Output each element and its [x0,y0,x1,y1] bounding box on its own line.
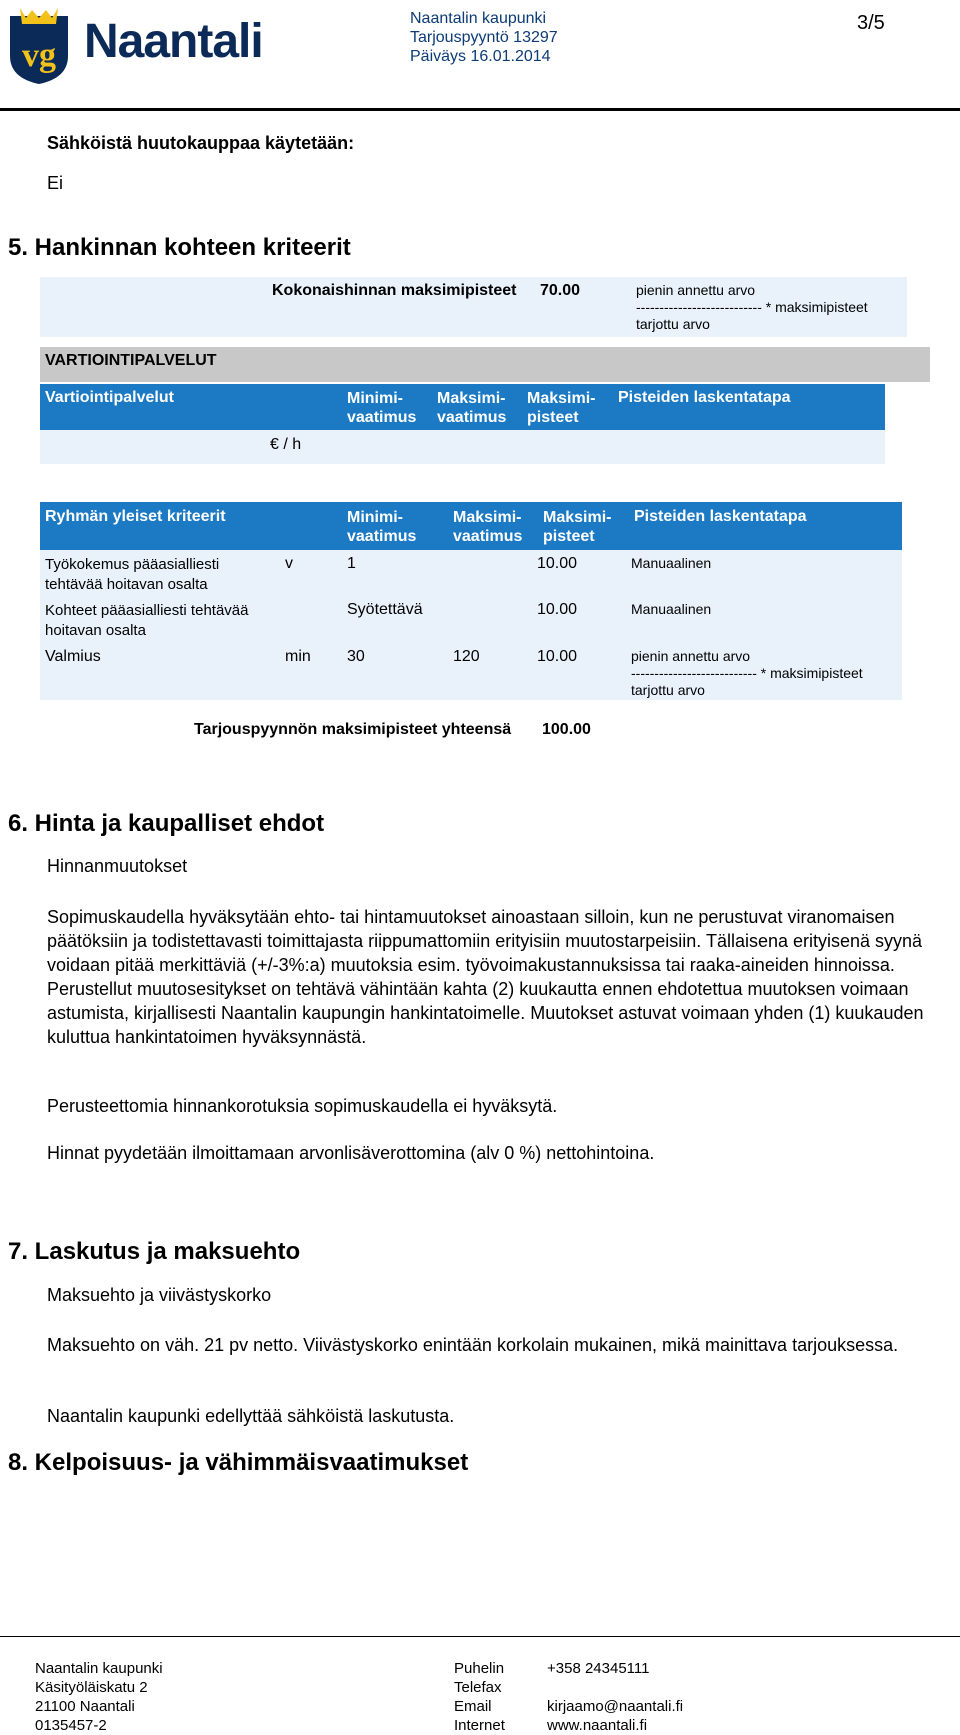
logo-wordmark: Naantali [84,15,263,68]
group-name: VARTIOINTIPALVELUT [45,352,217,369]
service-header-points: Maksimi- pisteet [527,390,596,426]
footer-web-label: Internet [454,1717,505,1734]
criteria-header-points: Maksimi- pisteet [543,509,612,545]
criteria-row-2-points: 10.00 [537,601,578,618]
criteria-row-3-points: 10.00 [537,648,578,665]
price-points-value: 70.00 [540,282,581,299]
section-7-paragraph-2: Naantalin kaupunki edellyttää sähköistä laskutusta. [47,1406,455,1426]
auction-value: Ei [47,173,64,193]
footer-business-id: 0135457-2 [35,1717,107,1734]
footer-street: Käsityöläiskatu 2 [35,1679,148,1696]
price-formula-bottom: tarjottu arvo [636,316,710,332]
service-unit-row [40,430,885,464]
criteria-row-3-name: Valmius [45,648,101,665]
total-points-label: Tarjouspyynnön maksimipisteet yhteensä [194,721,512,738]
criteria-row-1-min: 1 [347,555,356,572]
footer-organization: Naantalin kaupunki [35,1660,163,1677]
footer-phone-label: Puhelin [454,1660,505,1677]
section-7-title: 7. Laskutus ja maksuehto [8,1238,301,1265]
criteria-row-2-method: Manuaalinen [631,601,712,617]
svg-text:vg: vg [22,37,56,74]
section-6-subtitle: Hinnanmuutokset [47,856,188,876]
criteria-row-2-min: Syötettävä [347,601,423,618]
section-6-title: 6. Hinta ja kaupalliset ehdot [8,810,325,837]
price-points-label: Kokonaishinnan maksimipisteet [272,282,517,299]
section-6-paragraph-3: Hinnat pyydetään ilmoittamaan arvonlisäverottomina (alv 0 %) nettohintoina. [47,1143,655,1163]
footer-fax-label: Telefax [454,1679,502,1696]
service-header-name: Vartiointipalvelut [45,389,174,406]
service-header-method: Pisteiden laskentatapa [618,389,791,406]
footer-email[interactable]: kirjaamo@naantali.fi [547,1698,684,1715]
header-request-number: Tarjouspyyntö 13297 [410,29,558,46]
section-6-paragraph-1: Sopimuskaudella hyväksytään ehto- tai hintamuutokset ainoastaan silloin, kun ne perustuvat viranomaisen päätöksiin ja todistettavasti toimittajasta riippumattomiin erityisiin muutostarpeisiin. Tällaisena erityisenä syynä voidaan pitää merkittäviä (+/-3%:a) muutoksia esim. työvoimakustannuksissa tai raaka-aineiden hinnoissa. Perustellut muutosesitykset on tehtävä vähintään kahta (2) kuukautta ennen ehdotettua muutoksen voimaan astumista, kirjallisesti Naantalin kaupungin hankintatoimelle. Muutokset astuvat voimaan yhden (1) kuukauden kuluttua hankintatoimen hyväksynnästä. [47,907,924,1047]
total-points-value: 100.00 [542,721,591,738]
service-header-min: Minimi- vaatimus [347,390,417,426]
section-5-title: 5. Hankinnan kohteen kriteerit [8,234,351,261]
footer-phone: +358 24345111 [547,1660,650,1677]
price-formula-line: --------------------------- * maksimipisteet [636,299,868,315]
criteria-row-1-name: Työkokemus pääasialliesti tehtävää hoitavan osalta [45,556,220,593]
header-rule [0,108,960,111]
criteria-header-max: Maksimi- vaatimus [453,509,523,545]
auction-label: Sähköistä huutokauppaa käytetään: [47,133,355,153]
criteria-row-3-method: pienin annettu arvo --------------------------- * maksimipisteet tarjottu arvo [631,648,863,698]
criteria-row-3-unit: min [285,648,311,665]
criteria-row-3-max: 120 [453,648,480,665]
header-organization: Naantalin kaupunki [410,10,547,27]
service-unit: € / h [270,436,302,453]
section-6-paragraph-2: Perusteettomia hinnankorotuksia sopimuskaudella ei hyväksytä. [47,1096,558,1116]
page-number: 3/5 [857,12,885,34]
footer-website[interactable]: www.naantali.fi [547,1717,648,1734]
criteria-row-1-points: 10.00 [537,555,578,572]
criteria-row-3-min: 30 [347,648,365,665]
criteria-row-1-unit: v [285,555,293,572]
footer-rule [0,1636,960,1637]
price-formula-top: pienin annettu arvo [636,282,756,298]
criteria-row-1-method: Manuaalinen [631,555,712,571]
header-date: Päiväys 16.01.2014 [410,48,551,65]
footer-city: 21100 Naantali [35,1698,135,1715]
section-8-title: 8. Kelpoisuus- ja vähimmäisvaatimukset [8,1449,469,1476]
section-7-subtitle: Maksuehto ja viivästyskorko [47,1285,272,1305]
naantali-logo-shield [6,6,72,86]
criteria-header-name: Ryhmän yleiset kriteerit [45,508,226,525]
criteria-header-method: Pisteiden laskentatapa [634,508,807,525]
criteria-row-2-name: Kohteet pääasialliesti tehtävää hoitavan osalta [45,602,249,639]
section-7-paragraph-1: Maksuehto on väh. 21 pv netto. Viivästyskorko enintään korkolain mukainen, mikä mainittava tarjouksessa. [47,1335,899,1355]
footer-email-label: Email [454,1698,492,1715]
service-header-max: Maksimi- vaatimus [437,390,507,426]
criteria-header-min: Minimi- vaatimus [347,509,417,545]
